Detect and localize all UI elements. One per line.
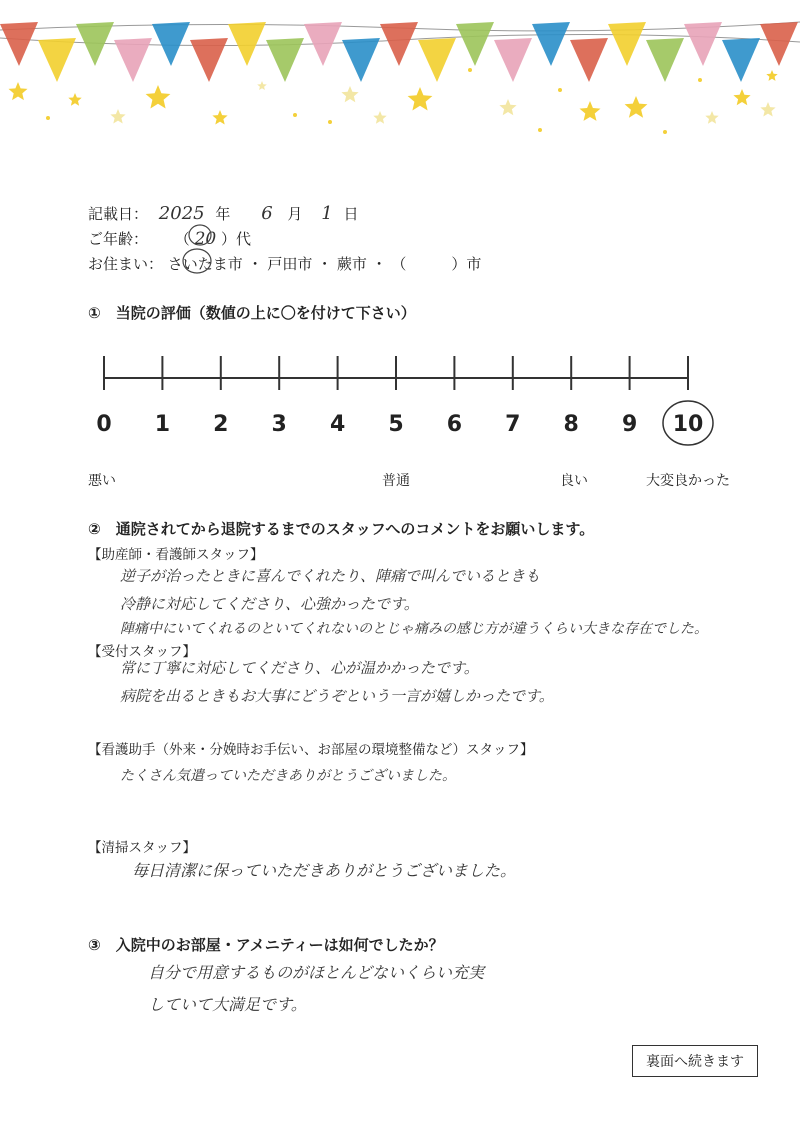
star-decoration (146, 85, 171, 109)
rating-scale (90, 345, 730, 455)
scale-tick-label: 4 (329, 412, 346, 437)
bunting-flag (228, 22, 266, 66)
bunting-flag (760, 22, 798, 66)
bunting-flag (380, 22, 418, 66)
bunting-flag (608, 22, 646, 66)
scale-tick-label: 0 (96, 412, 112, 437)
bunting-flag (684, 22, 722, 66)
star-decoration (110, 109, 125, 124)
star-decoration (257, 81, 267, 90)
residence-label: お住まい： (88, 255, 164, 273)
day-unit: 日 (343, 205, 359, 223)
star-decoration (766, 70, 777, 81)
sparkle-dot (698, 78, 702, 82)
section3-title: ③ 入院中のお部屋・アメニティーは如何でしたか？ (88, 936, 444, 954)
star-decoration (733, 89, 750, 105)
bunting-flag (266, 38, 304, 82)
scale-tick-label: 2 (213, 412, 229, 437)
date-day: 1 (321, 203, 333, 224)
cleaning-heading: 【清掃スタッフ】 (88, 840, 196, 856)
star-decoration (373, 111, 386, 124)
sparkle-dot (328, 120, 332, 124)
bunting-banner (0, 0, 800, 150)
sparkle-dot (538, 128, 542, 132)
scale-tick-label: 3 (271, 412, 287, 437)
date-label: 記載日： (88, 205, 149, 223)
star-decoration (212, 110, 227, 125)
midwife-comment-line-3: 陣痛中にいてくれるのといてくれないのとじゃ痛みの感じ方が違うくらい大きな存在でした。 (120, 621, 708, 637)
bunting-flag (570, 38, 608, 82)
scale-tick-label: 6 (446, 412, 463, 437)
sparkle-dot (46, 116, 50, 120)
reception-heading: 【受付スタッフ】 (88, 644, 196, 660)
sparkle-dot (558, 88, 562, 92)
star-decoration (68, 93, 81, 106)
star-decoration (580, 101, 601, 121)
continue-label: 裏面へ続きます (646, 1054, 744, 1070)
date-row (88, 203, 358, 224)
age-close: ）代 (221, 230, 252, 248)
midwife-heading: 【助産師・看護師スタッフ】 (88, 547, 264, 563)
residence-selection-circle (180, 246, 214, 276)
bunting-flag (418, 38, 456, 82)
star-decoration (408, 87, 433, 111)
bunting-flag (456, 22, 494, 66)
sparkle-dot (293, 113, 297, 117)
age-value: 20 (194, 229, 217, 249)
midwife-comment-line-2: 冷静に対応してくださり、心強かったです。 (120, 595, 419, 613)
assistant-heading: 【看護助手（外来・分娩時お手伝い、お部屋の環境整備など）スタッフ】 (88, 742, 534, 758)
sparkle-dot (663, 130, 667, 134)
age-label: ご年齢： (88, 230, 149, 248)
date-month: 6 (261, 203, 273, 224)
scale-tick-label: 10 (672, 412, 704, 437)
star-decoration (341, 86, 358, 102)
bunting-flag (114, 38, 152, 82)
residence-row (88, 253, 481, 274)
cleaning-comment-line-1: 毎日清潔に保っていただきありがとうございました。 (132, 861, 517, 880)
star-decoration (499, 99, 516, 115)
bunting-flag (646, 38, 684, 82)
bunting-flag (722, 38, 760, 82)
bunting-flag (38, 38, 76, 82)
continue-on-back-box (632, 1045, 758, 1077)
assistant-comment-line-1: たくさん気遣っていただきありがとうございました。 (120, 768, 456, 784)
reception-comment-line-1: 常に丁寧に対応してくださり、心が温かかったです。 (120, 659, 479, 677)
year-unit: 年 (215, 205, 231, 223)
scale-tick-label: 5 (388, 412, 404, 437)
residence-options: さいたま市 ・ 戸田市 ・ 蕨市 ・ （ ）市 (167, 255, 482, 273)
bunting-flag (152, 22, 190, 66)
section2-title: ② 通院されてから退院するまでのスタッフへのコメントをお願いします。 (88, 520, 595, 538)
age-selection-circle (185, 222, 215, 248)
month-unit: 月 (287, 205, 303, 223)
star-decoration (9, 82, 28, 100)
section1-title: ① 当院の評価（数値の上に〇を付けて下さい） (88, 304, 416, 322)
scale-label-good: 良い (560, 473, 588, 489)
bunting-flag (532, 22, 570, 66)
reception-comment-line-2: 病院を出るときもお大事にどうぞという一言が嬉しかったです。 (120, 687, 554, 705)
scale-tick-label: 1 (154, 412, 171, 437)
bunting-flag (494, 38, 532, 82)
bunting-flag (190, 38, 228, 82)
scale-label-very-good: 大変良かった (646, 473, 730, 489)
section3-comment-line-1: 自分で用意するものがほとんどないくらい充実 (148, 963, 485, 982)
scale-tick-label: 8 (563, 412, 579, 437)
age-row (88, 228, 251, 249)
date-year: 2025 (158, 203, 205, 224)
scale-tick-label: 9 (621, 412, 638, 437)
scale-label-bad: 悪い (88, 473, 116, 489)
bunting-flag (342, 38, 380, 82)
midwife-comment-line-1: 逆子が治ったときに喜んでくれたり、陣痛で叫んでいるときも (120, 567, 541, 585)
scale-label-normal: 普通 (382, 473, 410, 489)
section3-comment-line-2: していて大満足です。 (148, 995, 307, 1014)
star-decoration (760, 102, 775, 117)
age-open: （ (174, 230, 190, 248)
scale-tick-label: 7 (505, 412, 521, 437)
sparkle-dot (468, 68, 472, 72)
bunting-flag (0, 22, 38, 66)
star-decoration (625, 96, 648, 118)
star-decoration (705, 111, 718, 124)
